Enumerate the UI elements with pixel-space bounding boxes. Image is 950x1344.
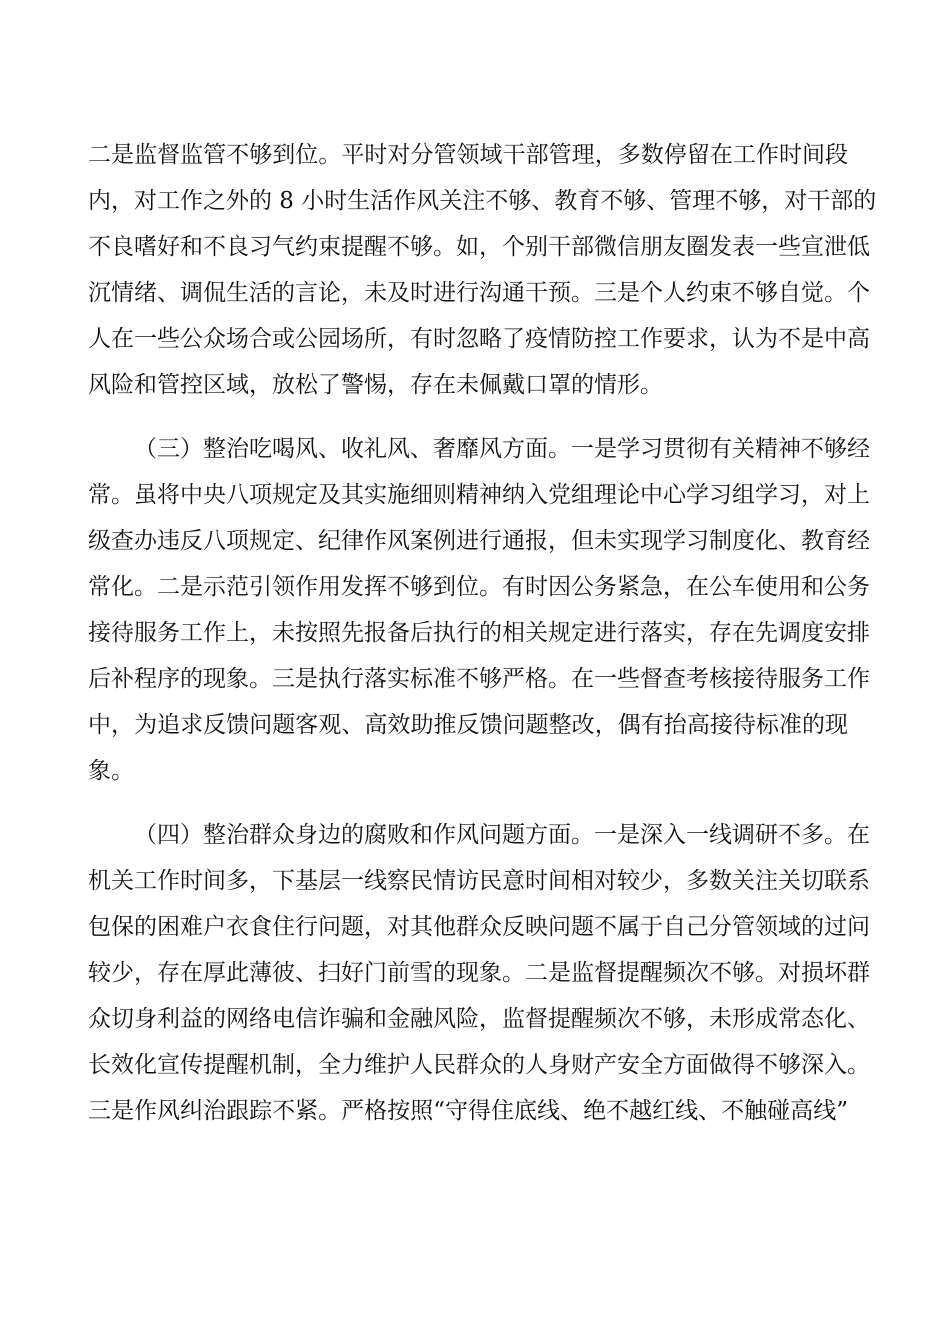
text-line: 接待服务工作上，未按照先报备后执行的相关规定进行落实，存在先调度安排: [88, 620, 870, 646]
text-line: 常化。二是示范引领作用发挥不够到位。有时因公务紧急，在公车使用和公务: [88, 574, 870, 600]
section-heading-line: （四）整治群众身边的腐败和作风问题方面。一是深入一线调研不多。在: [134, 822, 870, 848]
text-line: 众切身利益的网络电信诈骗和金融风险，监督提醒频次不够，未形成常态化、: [88, 1006, 870, 1032]
text-line: 内，对工作之外的 8 小时生活作风关注不够、教育不够、管理不够，对干部的: [88, 188, 877, 214]
text-line: 机关工作时间多，下基层一线察民情访民意时间相对较少，多数关注关切联系: [88, 868, 870, 894]
text-line: 常。虽将中央八项规定及其实施细则精神纳入党组理论中心学习组学习，对上: [88, 482, 870, 508]
text-line: 二是监督监管不够到位。平时对分管领域干部管理，多数停留在工作时间段: [88, 142, 848, 168]
document-body: [88, 132, 877, 1134]
text-line: 人在一些公众场合或公园场所，有时忽略了疫情防控工作要求，认为不是中高: [88, 326, 870, 352]
text-line: 风险和管控区域，放松了警惕，存在未佩戴口罩的情形。: [88, 372, 663, 398]
section-heading-line: （三）整治吃喝风、收礼风、奢靡风方面。一是学习贯彻有关精神不够经: [134, 436, 870, 462]
text-line: 包保的困难户衣食住行问题，对其他群众反映问题不属于自己分管领域的过问: [88, 914, 870, 940]
text-line: 沉情绪、调侃生活的言论，未及时进行沟通干预。三是个人约束不够自觉。个: [88, 280, 870, 306]
text-line: 级查办违反八项规定、纪律作风案例进行通报，但未实现学习制度化、教育经: [88, 528, 870, 554]
paragraph-gap: [88, 408, 848, 426]
text-line: 较少，存在厚此薄彼、扫好门前雪的现象。二是监督提醒频次不够。对损坏群: [88, 960, 870, 986]
text-line: 中，为追求反馈问题客观、高效助推反馈问题整改，偶有抬高接待标准的现: [88, 712, 848, 738]
paragraph-gap: [88, 794, 848, 812]
text-line: 象。: [88, 758, 134, 784]
text-line: 后补程序的现象。三是执行落实标准不够严格。在一些督查考核接待服务工作: [88, 666, 870, 692]
text-line: 长效化宣传提醒机制，全力维护人民群众的人身财产安全方面做得不够深入。: [88, 1052, 870, 1078]
text-line: 三是作风纠治跟踪不紧。严格按照“守得住底线、绝不越红线、不触碰高线”: [88, 1098, 848, 1124]
text-line: 不良嗜好和不良习气约束提醒不够。如，个别干部微信朋友圈发表一些宣泄低: [88, 234, 870, 260]
